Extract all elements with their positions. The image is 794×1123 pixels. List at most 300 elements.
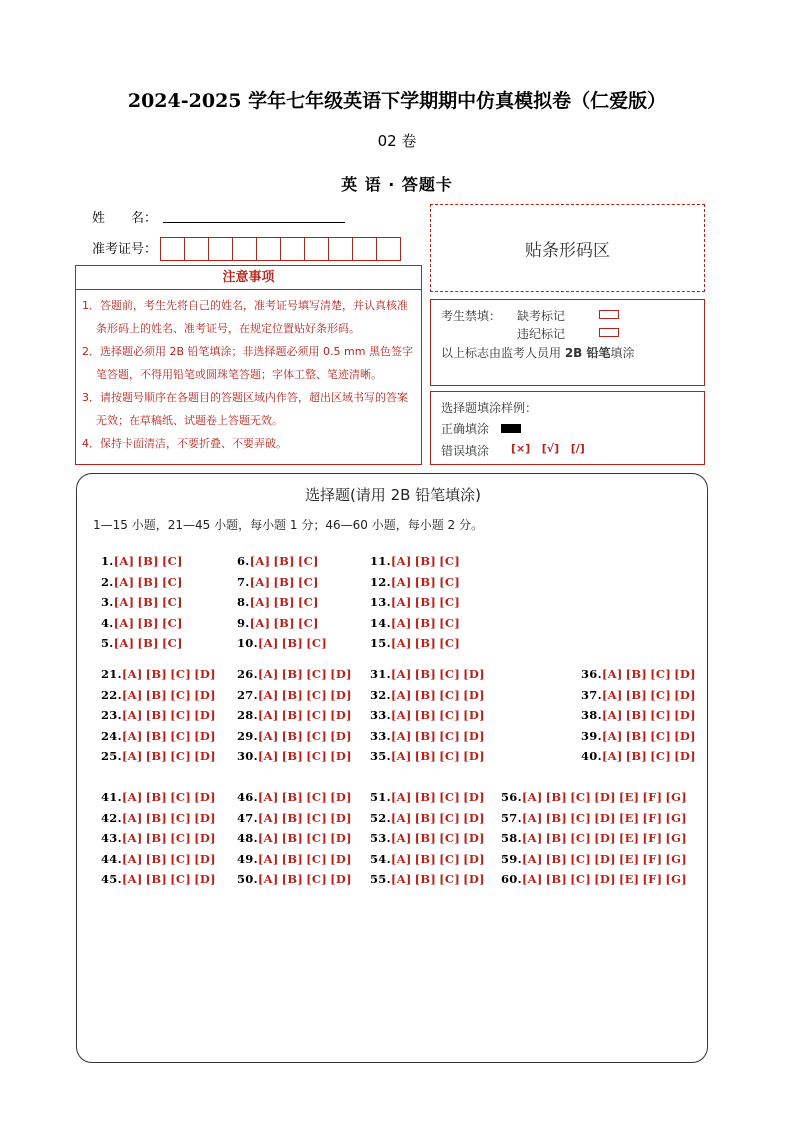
answer-option-bubble[interactable]: [B] [625, 708, 648, 723]
question-number: 32. [370, 687, 391, 702]
answer-option-bubble[interactable]: [B] [145, 708, 168, 723]
answer-option-bubble[interactable]: [B] [281, 687, 304, 702]
notice-item: 4．保持卡面清洁，不要折叠、不要弄破。 [82, 437, 287, 450]
answer-option-bubble[interactable]: [C] [306, 831, 328, 846]
answer-card-title: 英 语 · 答题卡 [341, 175, 453, 194]
answer-option-bubble[interactable]: [D] [194, 667, 216, 681]
answer-option-bubble[interactable]: [C] [650, 728, 672, 743]
answer-option-bubble[interactable]: [A] [121, 687, 143, 702]
answer-option-bubble[interactable]: [D] [194, 749, 216, 764]
answer-option-bubble[interactable]: [A] [257, 851, 279, 866]
answer-option-bubble[interactable]: [D] [330, 687, 352, 702]
answer-option-bubble[interactable]: [B] [414, 831, 437, 846]
answer-option-bubble[interactable]: [A] [390, 708, 412, 723]
answer-option-bubble[interactable]: [B] [281, 636, 304, 651]
answer-option-bubble[interactable]: [B] [273, 574, 295, 589]
answer-option-bubble[interactable]: [D] [330, 790, 352, 804]
answer-option-bubble[interactable]: [A] [257, 831, 279, 846]
answer-option-bubble[interactable]: [C] [161, 595, 183, 610]
answer-option-bubble[interactable]: [D] [594, 831, 616, 846]
id-digit-box[interactable] [280, 237, 305, 261]
answer-option-bubble[interactable]: [C] [306, 851, 328, 866]
answer-option-bubble[interactable]: [B] [414, 554, 437, 568]
answer-option-bubble[interactable]: [B] [625, 687, 648, 702]
answer-option-bubble[interactable]: [D] [194, 790, 216, 804]
answer-row [237, 790, 355, 804]
answer-option-bubble[interactable]: [A] [257, 708, 279, 723]
answer-option-bubble[interactable]: [C] [306, 636, 328, 651]
answer-option-bubble[interactable]: [C] [439, 749, 461, 764]
answer-option-bubble[interactable]: [C] [439, 851, 461, 866]
answer-row [101, 831, 219, 845]
answer-option-bubble[interactable]: [B] [273, 554, 295, 568]
answer-option-bubble[interactable]: [A] [257, 790, 279, 804]
answer-option-bubble[interactable]: [B] [281, 810, 304, 825]
answer-option-bubble[interactable]: [G] [665, 872, 687, 887]
fill-sample-box [430, 391, 705, 465]
answer-row [101, 852, 219, 866]
choice-question-panel [76, 473, 708, 1063]
sample-heading: 选择题填涂样例： [441, 401, 538, 415]
answer-option-bubble[interactable]: [A] [257, 872, 279, 887]
id-digit-box[interactable] [232, 237, 257, 261]
answer-option-bubble[interactable]: [A] [601, 749, 623, 764]
answer-option-bubble[interactable]: [D] [594, 851, 616, 866]
answer-option-bubble[interactable]: [C] [170, 790, 192, 804]
barcode-label: 贴条形码区 [525, 240, 610, 261]
answer-option-bubble[interactable]: [A] [249, 595, 271, 610]
answer-option-bubble[interactable]: [C] [570, 851, 592, 866]
answer-option-bubble[interactable]: [C] [570, 810, 592, 825]
answer-option-bubble[interactable]: [C] [306, 872, 328, 887]
answer-row [101, 729, 219, 743]
question-number: 42. [101, 810, 122, 825]
answer-option-bubble[interactable]: [A] [521, 851, 543, 866]
question-number: 5. [101, 636, 114, 651]
answer-option-bubble[interactable]: [D] [330, 851, 352, 866]
name-field[interactable] [163, 222, 345, 223]
correct-fill-sample [501, 424, 521, 433]
answer-option-bubble[interactable]: [E] [618, 872, 640, 887]
answer-option-bubble[interactable]: [A] [521, 790, 543, 804]
id-label: 准考证号： [92, 242, 158, 257]
answer-row [370, 872, 488, 886]
answer-option-bubble[interactable]: [B] [137, 636, 159, 651]
answer-option-bubble[interactable]: [B] [625, 728, 648, 743]
answer-option-bubble[interactable]: [C] [170, 831, 192, 846]
answer-option-bubble[interactable]: [C] [170, 810, 192, 825]
answer-option-bubble[interactable]: [C] [161, 574, 183, 589]
answer-option-bubble[interactable]: [A] [121, 708, 143, 723]
question-number: 39. [581, 728, 602, 743]
id-digit-box[interactable] [376, 237, 401, 261]
answer-row [237, 636, 330, 650]
answer-option-bubble[interactable]: [B] [414, 687, 437, 702]
answer-option-bubble[interactable]: [B] [273, 595, 295, 610]
answer-option-bubble[interactable]: [B] [414, 810, 437, 825]
answer-option-bubble[interactable]: [C] [170, 667, 192, 681]
answer-option-bubble[interactable]: [C] [306, 749, 328, 764]
answer-option-bubble[interactable]: [A] [257, 728, 279, 743]
prohibited-label: 考生禁填： [441, 309, 502, 323]
id-digit-box[interactable] [328, 237, 353, 261]
answer-option-bubble[interactable]: [B] [145, 851, 168, 866]
answer-option-bubble[interactable]: [C] [439, 687, 461, 702]
answer-option-bubble[interactable]: [B] [414, 667, 437, 681]
answer-option-bubble[interactable]: [C] [439, 667, 461, 681]
answer-option-bubble[interactable]: [D] [674, 687, 696, 702]
answer-option-bubble[interactable]: [D] [194, 872, 216, 887]
answer-option-bubble[interactable]: [E] [618, 851, 640, 866]
answer-option-bubble[interactable]: [D] [674, 728, 696, 743]
question-number: 1. [101, 554, 114, 568]
answer-option-bubble[interactable]: [C] [570, 831, 592, 846]
question-number: 27. [237, 687, 258, 702]
question-number: 8. [237, 595, 250, 610]
answer-option-bubble[interactable]: [D] [194, 831, 216, 846]
answer-option-bubble[interactable]: [F] [642, 831, 663, 846]
notice-item: 1．答题前，考生先将自己的姓名，准考证号填写清楚，并认真核准条形码上的姓名、准考证号，在规定位置贴好条形码。 [82, 299, 408, 335]
answer-option-bubble[interactable]: [B] [414, 749, 437, 764]
answer-option-bubble[interactable]: [A] [257, 687, 279, 702]
answer-option-bubble[interactable]: [C] [297, 574, 319, 589]
answer-option-bubble[interactable]: [C] [439, 595, 461, 610]
answer-option-bubble[interactable]: [D] [463, 872, 485, 887]
answer-option-bubble[interactable]: [B] [414, 790, 437, 804]
answer-option-bubble[interactable]: [A] [390, 615, 412, 630]
answer-option-bubble[interactable]: [C] [439, 615, 461, 630]
answer-option-bubble[interactable]: [B] [414, 615, 437, 630]
question-number: 33. [370, 728, 391, 743]
answer-option-bubble[interactable]: [A] [390, 810, 412, 825]
answer-option-bubble[interactable]: [B] [414, 636, 437, 651]
notice-box [75, 265, 422, 465]
answer-row [101, 749, 219, 763]
answer-option-bubble[interactable]: [B] [545, 872, 568, 887]
question-number: 35. [370, 749, 391, 764]
answer-option-bubble[interactable]: [A] [390, 667, 412, 681]
answer-option-bubble[interactable]: [C] [306, 667, 328, 681]
answer-option-bubble[interactable]: [C] [650, 708, 672, 723]
answer-option-bubble[interactable]: [C] [650, 687, 672, 702]
answer-option-bubble[interactable]: [A] [521, 872, 543, 887]
candidate-id-boxes[interactable] [160, 237, 400, 261]
question-number: 14. [370, 615, 391, 630]
answer-option-bubble[interactable]: [A] [113, 554, 135, 568]
answer-option-bubble[interactable]: [A] [249, 554, 271, 568]
answer-option-bubble[interactable]: [C] [306, 687, 328, 702]
answer-option-bubble[interactable]: [A] [390, 554, 412, 568]
answer-option-bubble[interactable]: [F] [642, 851, 663, 866]
answer-option-bubble[interactable]: [A] [113, 574, 135, 589]
answer-option-bubble[interactable]: [A] [113, 636, 135, 651]
answer-option-bubble[interactable]: [D] [194, 851, 216, 866]
violation-mark-box[interactable] [599, 328, 619, 337]
answer-option-bubble[interactable]: [C] [306, 728, 328, 743]
answer-option-bubble[interactable]: [B] [414, 708, 437, 723]
answer-option-bubble[interactable]: [C] [170, 708, 192, 723]
answer-option-bubble[interactable]: [C] [170, 728, 192, 743]
answer-option-bubble[interactable]: [A] [390, 574, 412, 589]
answer-option-bubble[interactable]: [C] [306, 790, 328, 804]
answer-option-bubble[interactable]: [B] [137, 574, 159, 589]
answer-option-bubble[interactable]: [B] [625, 667, 648, 681]
id-digit-box[interactable] [352, 237, 377, 261]
question-number: 51. [370, 790, 391, 804]
question-number: 52. [370, 810, 391, 825]
answer-option-bubble[interactable]: [D] [463, 851, 485, 866]
answer-option-bubble[interactable]: [A] [249, 574, 271, 589]
answer-option-bubble[interactable]: [A] [390, 595, 412, 610]
answer-option-bubble[interactable]: [C] [439, 790, 461, 804]
answer-option-bubble[interactable]: [E] [618, 790, 640, 804]
answer-row [101, 667, 219, 681]
answer-option-bubble[interactable]: [B] [281, 708, 304, 723]
answer-option-bubble[interactable]: [C] [306, 810, 328, 825]
answer-option-bubble[interactable]: [C] [439, 554, 461, 568]
answer-option-bubble[interactable]: [A] [121, 831, 143, 846]
answer-option-bubble[interactable]: [F] [642, 872, 663, 887]
answer-option-bubble[interactable]: [A] [521, 810, 543, 825]
answer-option-bubble[interactable]: [B] [281, 667, 304, 681]
answer-option-bubble[interactable]: [C] [161, 636, 183, 651]
answer-option-bubble[interactable]: [A] [390, 872, 412, 887]
answer-option-bubble[interactable]: [C] [439, 728, 461, 743]
answer-option-bubble[interactable]: [A] [521, 831, 543, 846]
answer-option-bubble[interactable]: [D] [674, 708, 696, 723]
barcode-area [430, 204, 705, 292]
answer-option-bubble[interactable]: [C] [650, 667, 672, 681]
answer-option-bubble[interactable]: [D] [330, 708, 352, 723]
answer-option-bubble[interactable]: [D] [594, 790, 616, 804]
answer-option-bubble[interactable]: [G] [665, 851, 687, 866]
answer-option-bubble[interactable]: [A] [601, 687, 623, 702]
answer-option-bubble[interactable]: [A] [121, 851, 143, 866]
answer-option-bubble[interactable]: [D] [463, 667, 485, 681]
answer-option-bubble[interactable]: [B] [145, 749, 168, 764]
answer-option-bubble[interactable]: [G] [665, 810, 687, 825]
answer-option-bubble[interactable]: [A] [257, 636, 279, 651]
answer-option-bubble[interactable]: [D] [194, 687, 216, 702]
answer-option-bubble[interactable]: [C] [170, 749, 192, 764]
answer-option-bubble[interactable]: [A] [601, 708, 623, 723]
answer-option-bubble[interactable]: [D] [330, 810, 352, 825]
answer-option-bubble[interactable]: [B] [414, 728, 437, 743]
answer-option-bubble[interactable]: [B] [145, 831, 168, 846]
question-number: 11. [370, 554, 391, 568]
answer-option-bubble[interactable]: [B] [281, 790, 304, 804]
id-digit-box[interactable] [184, 237, 209, 261]
answer-option-bubble[interactable]: [D] [194, 708, 216, 723]
answer-option-bubble[interactable]: [C] [170, 687, 192, 702]
answer-option-bubble[interactable]: [A] [121, 810, 143, 825]
proctor-note: 以上标志由监考人员用 2B 铅笔填涂 [441, 346, 635, 360]
question-number: 37. [581, 687, 602, 702]
answer-option-bubble[interactable]: [B] [414, 595, 437, 610]
answer-row [581, 688, 699, 702]
answer-option-bubble[interactable]: [D] [463, 728, 485, 743]
answer-option-bubble[interactable]: [A] [257, 810, 279, 825]
answer-option-bubble[interactable]: [A] [249, 615, 271, 630]
answer-option-bubble[interactable]: [C] [297, 595, 319, 610]
answer-option-bubble[interactable]: [A] [390, 749, 412, 764]
answer-option-bubble[interactable]: [A] [121, 728, 143, 743]
answer-option-bubble[interactable]: [B] [137, 595, 159, 610]
answer-option-bubble[interactable]: [A] [113, 595, 135, 610]
id-digit-box[interactable] [256, 237, 281, 261]
answer-option-bubble[interactable]: [D] [674, 749, 696, 764]
question-number: 50. [237, 872, 258, 887]
answer-row [581, 708, 699, 722]
answer-option-bubble[interactable]: [A] [390, 687, 412, 702]
answer-option-bubble[interactable]: [D] [194, 810, 216, 825]
answer-option-bubble[interactable]: [B] [545, 810, 568, 825]
answer-option-bubble[interactable]: [B] [281, 728, 304, 743]
answer-option-bubble[interactable]: [B] [145, 728, 168, 743]
answer-option-bubble[interactable]: [B] [145, 687, 168, 702]
question-number: 30. [237, 749, 258, 764]
answer-row [581, 667, 699, 681]
answer-option-bubble[interactable]: [C] [439, 810, 461, 825]
answer-option-bubble[interactable]: [C] [439, 872, 461, 887]
answer-option-bubble[interactable]: [D] [463, 749, 485, 764]
answer-option-bubble[interactable]: [C] [570, 790, 592, 804]
answer-option-bubble[interactable]: [B] [545, 851, 568, 866]
answer-row [237, 595, 322, 609]
answer-option-bubble[interactable]: [B] [145, 872, 168, 887]
answer-option-bubble[interactable]: [G] [665, 790, 687, 804]
answer-option-bubble[interactable]: [C] [161, 615, 183, 630]
answer-option-bubble[interactable]: [C] [570, 872, 592, 887]
answer-row [101, 811, 219, 825]
answer-option-bubble[interactable]: [A] [121, 749, 143, 764]
answer-option-bubble[interactable]: [A] [390, 790, 412, 804]
answer-option-bubble[interactable]: [D] [330, 728, 352, 743]
answer-option-bubble[interactable]: [A] [601, 728, 623, 743]
answer-option-bubble[interactable]: [D] [330, 749, 352, 764]
answer-option-bubble[interactable]: [A] [121, 790, 143, 804]
answer-option-bubble[interactable]: [B] [414, 872, 437, 887]
question-number: 58. [501, 831, 522, 846]
question-number: 13. [370, 595, 391, 610]
answer-option-bubble[interactable]: [B] [281, 749, 304, 764]
answer-option-bubble[interactable]: [B] [545, 831, 568, 846]
answer-option-bubble[interactable]: [B] [414, 851, 437, 866]
answer-option-bubble[interactable]: [D] [330, 667, 352, 681]
question-number: 12. [370, 574, 391, 589]
answer-option-bubble[interactable]: [A] [601, 667, 623, 681]
answer-option-bubble[interactable]: [D] [463, 790, 485, 804]
answer-option-bubble[interactable]: [A] [257, 749, 279, 764]
answer-option-bubble[interactable]: [B] [281, 831, 304, 846]
answer-option-bubble[interactable]: [B] [137, 615, 159, 630]
question-number: 24. [101, 728, 122, 743]
answer-option-bubble[interactable]: [D] [194, 728, 216, 743]
question-number: 9. [237, 615, 250, 630]
answer-option-bubble[interactable]: [A] [113, 615, 135, 630]
question-number: 36. [581, 667, 602, 681]
answer-row [581, 729, 699, 743]
answer-row [101, 790, 219, 804]
answer-option-bubble[interactable]: [B] [145, 667, 168, 681]
answer-option-bubble[interactable]: [D] [463, 687, 485, 702]
answer-row [370, 708, 488, 722]
answer-option-bubble[interactable]: [F] [642, 790, 663, 804]
question-number: 10. [237, 636, 258, 651]
answer-row [370, 636, 463, 650]
answer-row [370, 616, 463, 630]
correct-fill-label: 正确填涂 [441, 422, 490, 436]
answer-row [237, 872, 355, 886]
answer-option-bubble[interactable]: [E] [618, 831, 640, 846]
answer-option-bubble[interactable]: [C] [439, 574, 461, 589]
id-digit-box[interactable] [160, 237, 185, 261]
answer-option-bubble[interactable]: [C] [170, 851, 192, 866]
answer-option-bubble[interactable]: [D] [330, 872, 352, 887]
question-number: 53. [370, 831, 391, 846]
answer-option-bubble[interactable]: [C] [439, 636, 461, 651]
answer-option-bubble[interactable]: [D] [463, 831, 485, 846]
absent-mark-box[interactable] [599, 310, 619, 319]
answer-option-bubble[interactable]: [C] [439, 831, 461, 846]
answer-option-bubble[interactable]: [B] [281, 872, 304, 887]
answer-option-bubble[interactable]: [C] [650, 749, 672, 764]
answer-option-bubble[interactable]: [D] [463, 810, 485, 825]
answer-option-bubble[interactable]: [D] [463, 708, 485, 723]
absent-label: 缺考标记 [517, 309, 566, 323]
answer-option-bubble[interactable]: [C] [297, 615, 319, 630]
answer-option-bubble[interactable]: [A] [390, 851, 412, 866]
answer-option-bubble[interactable]: [B] [145, 810, 168, 825]
answer-option-bubble[interactable]: [B] [281, 851, 304, 866]
answer-option-bubble[interactable]: [D] [594, 872, 616, 887]
answer-option-bubble[interactable]: [D] [674, 667, 696, 681]
answer-option-bubble[interactable]: [A] [390, 636, 412, 651]
answer-option-bubble[interactable]: [B] [625, 749, 648, 764]
id-digit-box[interactable] [304, 237, 329, 261]
answer-row [501, 790, 690, 804]
answer-option-bubble[interactable]: [F] [642, 810, 663, 825]
answer-option-bubble[interactable]: [G] [665, 831, 687, 846]
answer-row [101, 575, 186, 589]
answer-option-bubble[interactable]: [B] [145, 790, 168, 804]
answer-option-bubble[interactable]: [A] [390, 831, 412, 846]
answer-option-bubble[interactable]: [A] [121, 667, 143, 681]
answer-row [370, 811, 488, 825]
answer-option-bubble[interactable]: [E] [618, 810, 640, 825]
id-digit-box[interactable] [208, 237, 233, 261]
wrong-fill-sample: [×] [√] [/] [511, 442, 585, 455]
answer-option-bubble[interactable]: [C] [170, 872, 192, 887]
question-number: 6. [237, 554, 250, 568]
answer-option-bubble[interactable]: [A] [390, 728, 412, 743]
answer-option-bubble[interactable]: [B] [414, 574, 437, 589]
question-number: 49. [237, 851, 258, 866]
answer-option-bubble[interactable]: [C] [439, 708, 461, 723]
answer-option-bubble[interactable]: [C] [306, 708, 328, 723]
violation-label: 违纪标记 [517, 327, 566, 341]
answer-option-bubble[interactable]: [A] [121, 872, 143, 887]
answer-option-bubble[interactable]: [B] [273, 615, 295, 630]
answer-row [581, 749, 699, 763]
answer-option-bubble[interactable]: [A] [257, 667, 279, 681]
answer-option-bubble[interactable]: [C] [297, 554, 319, 568]
answer-option-bubble[interactable]: [B] [137, 554, 159, 568]
answer-option-bubble[interactable]: [B] [545, 790, 568, 804]
answer-option-bubble[interactable]: [D] [330, 831, 352, 846]
answer-option-bubble[interactable]: [C] [161, 554, 183, 568]
answer-option-bubble[interactable]: [D] [594, 810, 616, 825]
